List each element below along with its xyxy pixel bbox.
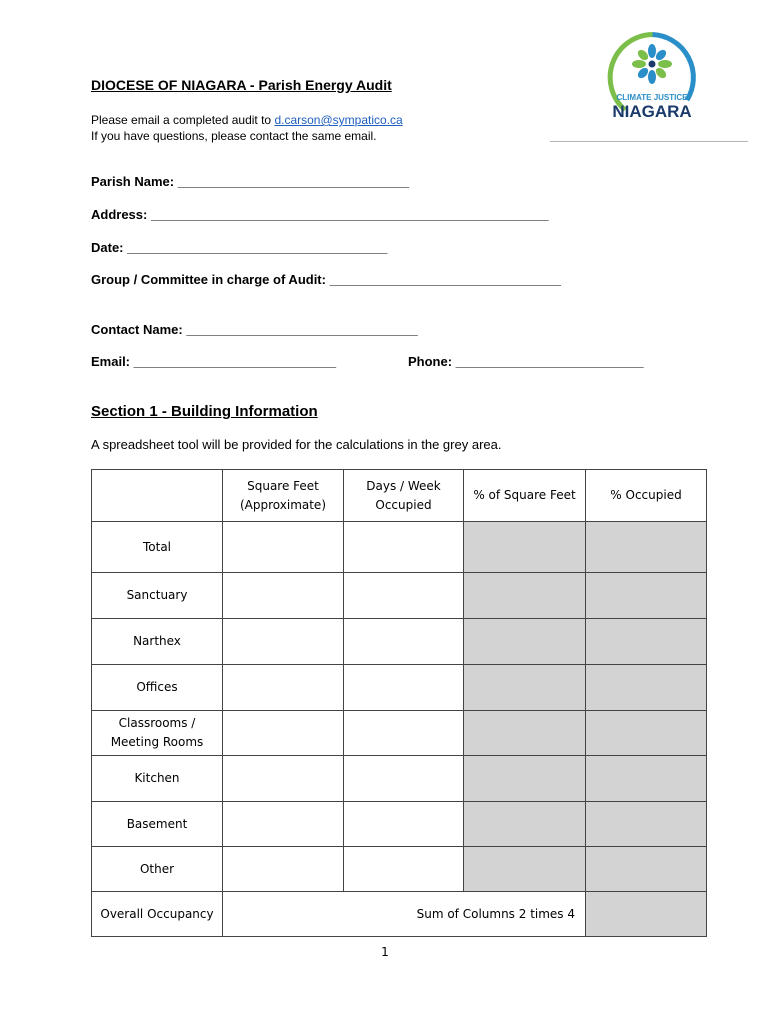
section-1-title: Section 1 - Building Information <box>91 403 318 420</box>
document-title: DIOCESE OF NIAGARA - Parish Energy Audit <box>91 77 392 93</box>
row-label: Offices <box>92 665 223 711</box>
calc-cell <box>586 847 707 892</box>
calc-cell <box>586 619 707 665</box>
row-label: Kitchen <box>92 756 223 802</box>
address-field[interactable]: Address: _______________________________________________________ <box>91 207 549 222</box>
row-label: Other <box>92 847 223 892</box>
calc-cell <box>464 847 586 892</box>
row-label: Sanctuary <box>92 573 223 619</box>
header-square-feet: Square Feet (Approximate) <box>223 470 344 522</box>
row-label: Basement <box>92 802 223 847</box>
days-week-input[interactable] <box>344 756 464 802</box>
table-row <box>92 847 707 892</box>
table-row <box>92 619 707 665</box>
calc-cell <box>464 522 586 573</box>
overall-occupancy-label: Overall Occupancy <box>92 892 223 937</box>
contact-name-field[interactable]: Contact Name: ________________________________ <box>91 322 418 337</box>
calc-cell <box>586 573 707 619</box>
square-feet-input[interactable] <box>223 847 344 892</box>
date-field[interactable]: Date: ____________________________________ <box>91 240 388 255</box>
table-row <box>92 573 707 619</box>
calc-cell <box>464 756 586 802</box>
intro-line-1-prefix: Please email a completed audit to <box>91 113 275 127</box>
table-row <box>92 756 707 802</box>
square-feet-input[interactable] <box>223 756 344 802</box>
square-feet-input[interactable] <box>223 522 344 573</box>
row-label: Classrooms / Meeting Rooms <box>92 711 223 756</box>
overall-occupancy-result <box>586 892 707 937</box>
table-row <box>92 665 707 711</box>
header-percent-square-feet: % of Square Feet <box>464 470 586 522</box>
calc-cell <box>586 711 707 756</box>
square-feet-input[interactable] <box>223 619 344 665</box>
calc-cell <box>464 573 586 619</box>
parish-name-field[interactable]: Parish Name: ________________________________ <box>91 174 410 189</box>
days-week-input[interactable] <box>344 711 464 756</box>
calc-cell <box>464 711 586 756</box>
logo-line-1: CLIMATE JUSTICE <box>616 93 688 102</box>
header-percent-occupied: % Occupied <box>586 470 707 522</box>
page-number: 1 <box>381 945 389 959</box>
header-days-week: Days / Week Occupied <box>344 470 464 522</box>
building-information-table <box>91 469 707 937</box>
calc-cell <box>464 619 586 665</box>
table-row <box>92 802 707 847</box>
calc-cell <box>586 802 707 847</box>
square-feet-input[interactable] <box>223 711 344 756</box>
table-row <box>92 522 707 573</box>
sum-note: Sum of Columns 2 times 4 <box>223 892 586 937</box>
calc-cell <box>464 665 586 711</box>
days-week-input[interactable] <box>344 802 464 847</box>
calc-cell <box>464 802 586 847</box>
table-footer-row <box>92 892 707 937</box>
days-week-input[interactable] <box>344 522 464 573</box>
header-cell-empty <box>92 470 223 522</box>
climate-justice-niagara-logo <box>605 30 700 125</box>
days-week-input[interactable] <box>344 573 464 619</box>
days-week-input[interactable] <box>344 847 464 892</box>
email-link[interactable]: d.carson@sympatico.ca <box>274 113 403 127</box>
square-feet-input[interactable] <box>223 802 344 847</box>
email-field[interactable]: Email: ____________________________ <box>91 354 337 369</box>
calc-cell <box>586 756 707 802</box>
days-week-input[interactable] <box>344 665 464 711</box>
logo-line-2: NIAGARA <box>612 102 692 121</box>
days-week-input[interactable] <box>344 619 464 665</box>
section-1-note: A spreadsheet tool will be provided for the calculations in the grey area. <box>91 437 502 452</box>
table-header-row <box>92 470 707 522</box>
phone-field[interactable]: Phone: __________________________ <box>408 354 644 369</box>
table-row <box>92 711 707 756</box>
calc-cell <box>586 665 707 711</box>
square-feet-input[interactable] <box>223 573 344 619</box>
logo-graphic <box>605 30 700 125</box>
row-label: Total <box>92 522 223 573</box>
intro-line-1 <box>91 112 403 128</box>
row-label: Narthex <box>92 619 223 665</box>
group-committee-field[interactable]: Group / Committee in charge of Audit: ________________________________ <box>91 272 561 287</box>
intro-text <box>91 112 403 144</box>
intro-line-2: If you have questions, please contact the same email. <box>91 129 377 143</box>
square-feet-input[interactable] <box>223 665 344 711</box>
calc-cell <box>586 522 707 573</box>
header-divider <box>550 141 748 142</box>
